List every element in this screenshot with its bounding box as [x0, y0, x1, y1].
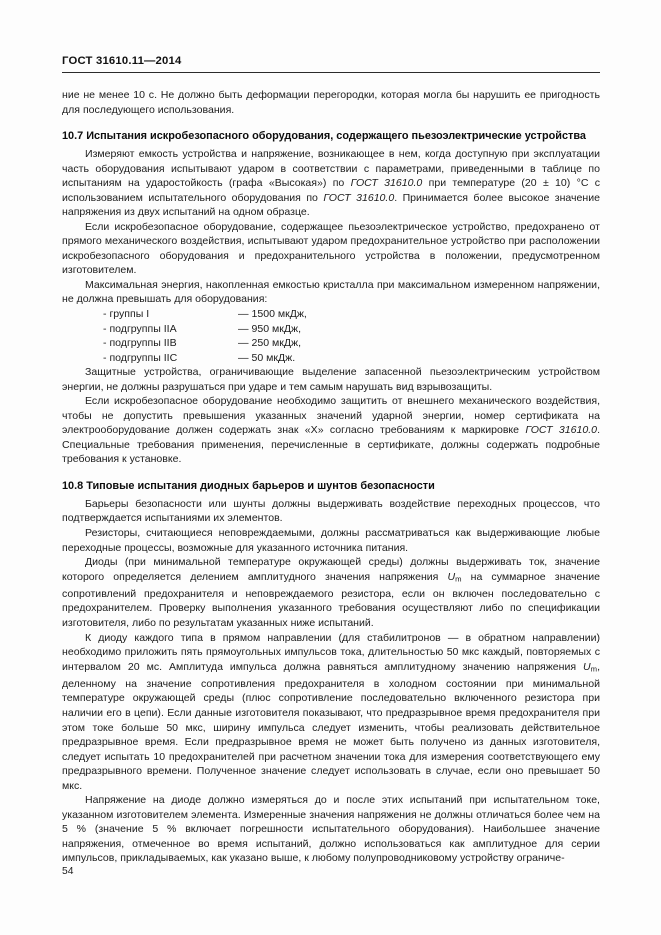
list-item-value: — 250 мкДж, — [238, 337, 301, 350]
list-item-value: — 1500 мкДж, — [238, 308, 307, 321]
spacer — [62, 117, 600, 129]
list-item-value: — 950 мкДж, — [238, 322, 301, 335]
list-item — [62, 322, 600, 337]
paragraph-10-8-3 — [62, 555, 600, 630]
paragraph-10-7-2: Если искробезопасное оборудование, содержащее пьезоэлектрическое устройство, предохранено от прямого механического воздействия, испытывают ударом предохранительное устройство при расположении искробезопасного оборудования и предохранительного устройства в положении, предусмотренном изготовителем. — [62, 220, 600, 277]
standard-reference: ГОСТ 31610.0 — [350, 177, 423, 190]
text-run: при температуре (20 ± 10) °С с использованием испытательного оборудования по — [62, 177, 601, 204]
paragraph-continued: ние не менее 10 с. Не должно быть деформации перегородки, которая могла бы нарушить ее пригодность для последующего использования. — [62, 89, 600, 116]
paragraph-10-8-4 — [62, 631, 600, 794]
voltage-subscript: m — [455, 574, 462, 584]
standard-header: ГОСТ 31610.11—2014 — [62, 55, 600, 73]
paragraph-10-7-1 — [62, 147, 600, 220]
page-number: 54 — [62, 866, 74, 877]
list-item — [62, 336, 600, 351]
text-run: Измеряют емкость устройства и напряжение, возникающее в нем, когда доступную при эксплуатации часть оборудования испытывают ударом в соответствии с параметрами, приведенными в таблице по испытаниям на ударостойкость (графа «Высокая») по — [62, 148, 600, 190]
spacer — [62, 467, 600, 479]
voltage-subscript: m — [590, 664, 598, 674]
list-item-value: — 50 мкДж. — [238, 351, 296, 364]
page-content — [62, 88, 600, 866]
text-run: Если искробезопасное оборудование необходимо защитить от внешнего механического воздействия, чтобы не допустить превышения указанных значений ударной энергии, номер сертификата на электрооборудование должен содержать знак «Х» согласно требованиям к маркировке — [62, 395, 600, 437]
paragraph-10-8-5: Напряжение на диоде должно измеряться до и после этих испытаний при испытательном токе, указанном изготовителем элемента. Измеренные значения напряжения не должны отличаться более чем на 5 % (значение 5 % включает погрешности испытательного оборудования). Наибольшее значение напряжения, отмеченное во время испытаний, должно использоваться как амплитудное для серии импульсов, прикладываемых, как указано выше, к любому полупроводниковому устройству ограниче- — [62, 794, 600, 865]
section-heading-10-8: 10.8 Типовые испытания диодных барьеров и шунтов безопасности — [62, 480, 435, 493]
paragraph-10-8-1: Барьеры безопасности или шунты должны выдерживать воздействие переходных процессов, что подтверждается испытаниями их элементов. — [62, 497, 600, 525]
list-item-label: - подгруппы IIB — [103, 337, 177, 350]
text-run: на суммарное значение сопротивлений предохранителя и неповреждаемого резистора, если он включен последовательно с предохранителем. Проверку выполнения указанного требования осуществляют либо по спецификации изготовителя, либо по результатам указанных ниже испытаний. — [62, 570, 600, 629]
text-run: , деленному на значение сопротивления предохранителя в холодном состоянии при минимальной температуре окружающей среды (плюс сопротивление последовательно включенного резистора при наличии его в цепи). Если данные изготовителя показывают, что предразрывное время предохранителя при этом токе больше 50 мкс, ширину импульса следует изменить, чтобы реализовать действительное предразрывное время. Если предразрывное время не может быть получено из данных изготовителя, следует испытать 10 предохранителей при расчетном значении тока для измерения соответствующего ему предразрывного времени. Полученное значение следует использовать в случае, если оно превышает 50 мкс. — [62, 660, 600, 792]
list-item-label: - группы I — [103, 308, 150, 321]
paragraph-10-7-4: Защитные устройства, ограничивающие выделение запасенной пьезоэлектрическим устройством энергии, не должны разрушаться при ударе и тем самым нарушать вид взрывозащиты. — [62, 366, 600, 393]
energy-limits-list — [62, 307, 600, 365]
text-run: К диоду каждого типа в прямом направлении (для стабилитронов — в обратном направлении) необходимо приложить пять прямоугольных импульсов тока, длительностью 50 мкс каждый, повторяемых с интервалом 20 мс. Амплитуда импульса должна равняться амплитудному значению напряжения — [62, 631, 600, 673]
list-item-label: - подгруппы IIA — [103, 322, 177, 335]
standard-reference: ГОСТ 31610.0 — [525, 424, 598, 437]
standard-reference: ГОСТ 31610.0 — [323, 191, 395, 204]
paragraph-10-7-3: Максимальная энергия, накопленная емкостью кристалла при максимальном измеренном напряжении, не должна превышать для оборудования: — [62, 278, 600, 306]
list-item — [62, 307, 600, 322]
voltage-symbol: U — [583, 660, 591, 673]
list-item — [62, 351, 600, 366]
paragraph-10-8-2: Резисторы, считающиеся неповреждаемыми, должны рассматриваться как выдерживающие любые переходные процессы, возможные для указанного источника питания. — [62, 527, 600, 554]
voltage-symbol: U — [447, 570, 456, 583]
list-item-label: - подгруппы IIC — [103, 351, 178, 364]
text-run: Диоды (при минимальной температуре окружающей среды) должны выдерживать ток, значение которого определяется делением амплитудного значения напряжения — [62, 556, 600, 583]
text-run: . Принимается более высокое значение напряжения из двух испытаний на одном образце. — [62, 191, 601, 219]
text-run: . Специальные требования применения, перечисленные в сертификате, должны содержать подробные требования к установке. — [62, 424, 600, 466]
paragraph-10-7-5 — [62, 394, 600, 467]
section-heading-10-7: 10.7 Испытания искробезопасного оборудования, содержащего пьезоэлектрические устройства — [62, 130, 586, 143]
